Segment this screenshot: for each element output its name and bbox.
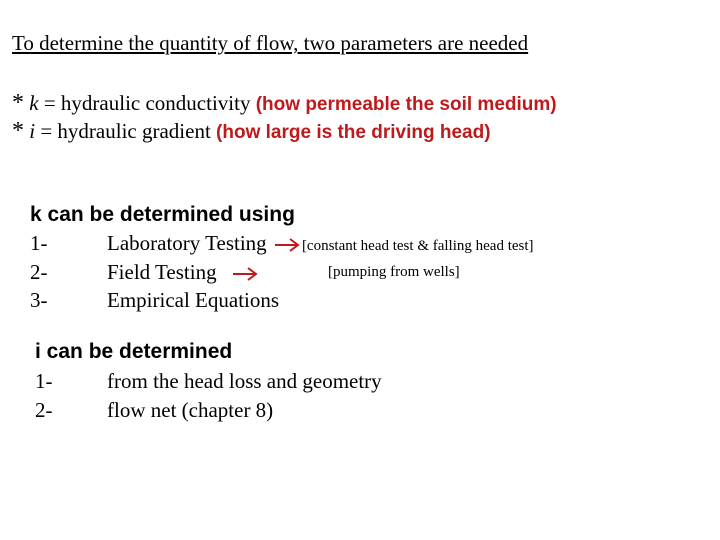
- item-number: 3-: [30, 288, 48, 312]
- symbol-k: k: [29, 91, 39, 115]
- item-text: Empirical Equations: [107, 288, 280, 312]
- bullet-star: *: [12, 118, 24, 144]
- item-text: Laboratory Testing: [107, 231, 267, 255]
- item-text: flow net (chapter 8): [107, 398, 274, 422]
- symbol-i: i: [29, 119, 36, 143]
- item-number: 2-: [30, 260, 48, 284]
- bullet-text: = hydraulic gradient: [35, 119, 217, 143]
- right-arrow-icon: [272, 237, 302, 253]
- right-arrow-icon: [230, 266, 260, 282]
- item-number: 1-: [35, 369, 53, 393]
- k-section-heading: k can be determined using: [30, 203, 295, 226]
- bullet-text: = hydraulic conductivity: [38, 91, 256, 115]
- item-note: [pumping from wells]: [328, 264, 460, 280]
- item-text: from the head loss and geometry: [107, 369, 382, 393]
- bullet-k: [12, 90, 557, 117]
- i-section-heading: i can be determined: [35, 340, 233, 363]
- page-title: To determine the quantity of flow, two parameters are needed: [12, 31, 529, 55]
- bullet-star: *: [12, 90, 24, 116]
- item-number: 1-: [30, 231, 48, 255]
- item-note: [constant head test & falling head test]: [301, 238, 534, 254]
- bullet-paren: (how large is the driving head): [216, 122, 491, 143]
- item-text: Field Testing: [107, 260, 217, 284]
- item-number: 2-: [35, 398, 53, 422]
- bullet-paren: (how permeable the soil medium): [255, 94, 557, 115]
- bullet-i: [12, 118, 491, 145]
